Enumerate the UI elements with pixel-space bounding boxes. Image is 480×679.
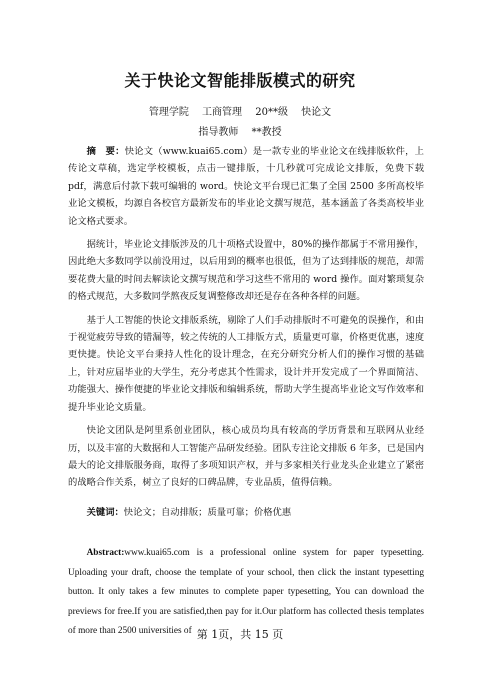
author-grade: 20**级 xyxy=(255,107,288,118)
abstract-text-1: 快论文（www.kuai65.com）是一款专业的毕业论文在线排版软件，上传论文草稿，选定学校模板，点击一键排版，十几秒就可完成论文排版，免费下载 pdf，满意后付款下载可编辑的 word。快论文平台现已汇集了全国 2500 多所高校毕业论文模板，均源自各校官方最新发布的毕业论文撰写规范，基本涵盖了各类高校毕业论文格式要求。 xyxy=(68,146,424,227)
paper-title: 关于快论文智能排版模式的研究 xyxy=(124,71,356,90)
keywords-text: 快论文；自动排版；质量可靠；价格优惠 xyxy=(123,506,292,518)
abstract-label: 摘 要： xyxy=(86,146,125,157)
abstract-paragraph-4: 快论文团队是阿里系创业团队，核心成员均具有较高的学历背景和互联网从业经历，以及丰富的大数据和人工智能产品研发经验。团队专注论文排版 6 年多，已是国内最大的论文排版服务商，取得了多项知识产权，并与多家相关行业龙头企业建立了紧密的战略合作关系，树立了良好的口碑品牌，专业品质，值得信赖。 xyxy=(68,425,424,489)
author-major: 工商管理 xyxy=(202,107,243,118)
advisor-name: **教授 xyxy=(251,127,282,138)
abstract-paragraph-1 xyxy=(68,143,424,230)
abstract-section xyxy=(68,143,424,527)
author-line xyxy=(0,103,480,118)
abstract-paragraph-2: 据统计，毕业论文排版涉及的几十项格式设置中，80%的操作都属于不常用操作，因此绝大多数同学以前没用过，以后用到的概率也很低，但为了达到排版的规范，却需要花费大量的时间去解读论文撰写规范和学习这些不常用的 word 操作。面对繁琐复杂的格式规范，大多数同学熬夜反复调整修改却还是存在各种各样的问题。 xyxy=(68,239,424,303)
author-school: 管理学院 xyxy=(148,107,189,118)
advisor-label: 指导教师 xyxy=(198,127,239,138)
page-footer: 第 1页，共 15 页 xyxy=(196,628,284,641)
keywords-label: 关键词： xyxy=(86,506,124,518)
author-name: 快论文 xyxy=(301,107,332,118)
abstract-paragraph-3: 基于人工智能的快论文排版系统，剔除了人们手动排版时不可避免的误操作，和由于视觉疲劳导致的错漏等，较之传统的人工排版方式，质量更可靠，价格更优惠，速度更快捷。快论文平台秉持人性化的设计理念，在充分研究分析人们的操作习惯的基础上，针对应届毕业的大学生，充分考虑其个性需求，设计并开发完成了一个界面简洁、功能强大、操作便捷的毕业论文排版和编辑系统，帮助大学生提高毕业论文写作效率和提升毕业论文质量。 xyxy=(68,314,424,413)
english-abstract-text: www.kuai65.com is a professional online system for paper typesetting. Uploading your draft, choose the template of your school, then click the instant typesetting button. It only takes a few minutes to complete paper typesetting, You can download the previews for free.If you are satisfied,then pay for it.Our platform has collected thesis templates of more than 2500 universities of xyxy=(68,548,424,636)
keywords-line xyxy=(68,504,424,521)
advisor-line xyxy=(0,123,480,138)
english-abstract-label: Abstract: xyxy=(86,548,125,558)
